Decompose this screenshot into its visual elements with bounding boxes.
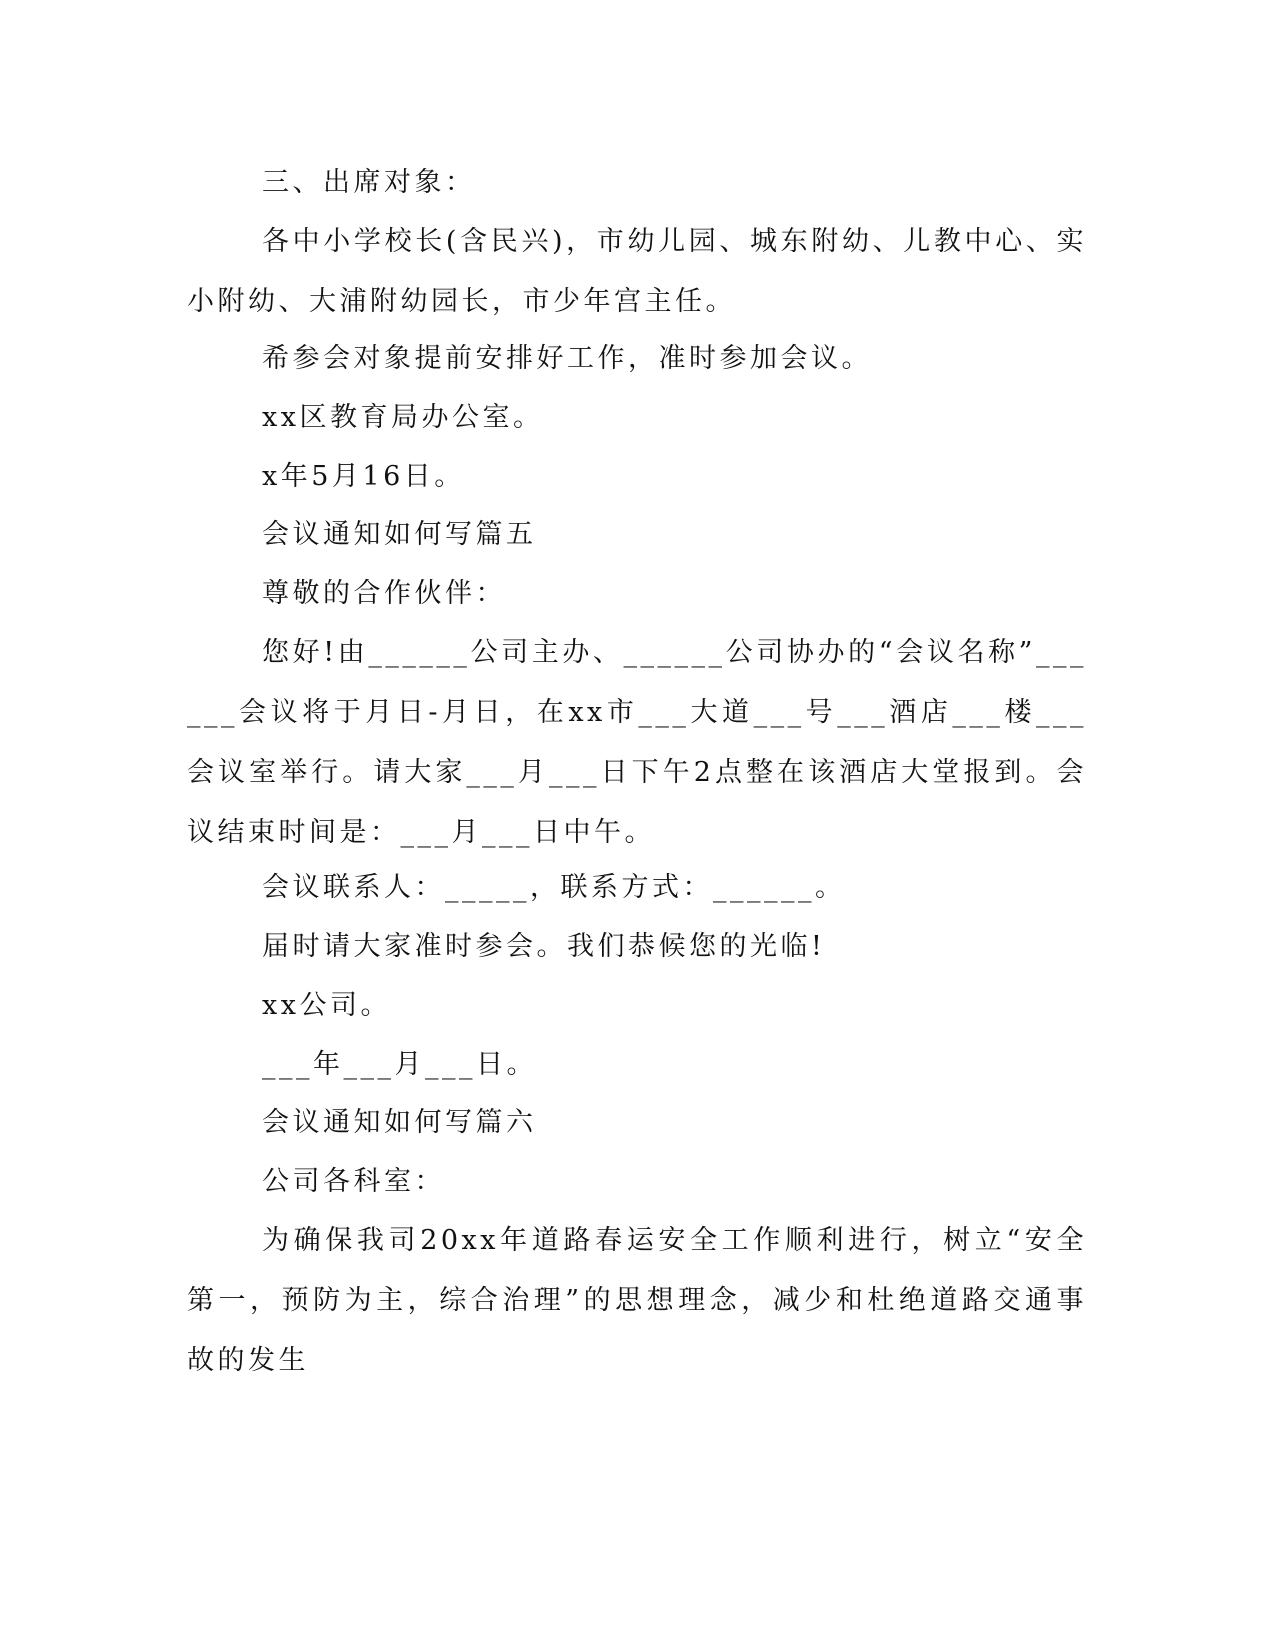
attendees-list: 各中小学校长(含民兴)，市幼儿园、城东附幼、儿教中心、实小附幼、大浦附幼园长，市少年宫主任。 <box>187 226 1087 317</box>
attendees-heading: 三、出席对象： <box>262 167 476 198</box>
arrangement-note: 希参会对象提前安排好工作，准时参加会议。 <box>262 343 872 374</box>
safety-purpose: 为确保我司20xx年道路春运安全工作顺利进行，树立“安全第一，预防为主，综合治理”的思想理念，减少和杜绝道路交通事故的发生 <box>187 1225 1087 1376</box>
contact-info: 会议联系人：_____，联系方式：______。 <box>262 872 846 903</box>
closing-remark: 届时请大家准时参会。我们恭候您的光临! <box>262 931 826 962</box>
signature-date: ___年___月___日。 <box>262 1049 537 1080</box>
section-five-title: 会议通知如何写篇五 <box>262 519 537 550</box>
company-signature: xx公司。 <box>262 990 391 1021</box>
issue-date: x年5月16日。 <box>262 461 465 492</box>
salutation-departments: 公司各科室： <box>262 1166 445 1197</box>
section-six-title: 会议通知如何写篇六 <box>262 1107 537 1138</box>
meeting-details: 您好!由______公司主办、______公司协办的“会议名称”______会议将于月日-月日，在xx市___大道___号___酒店___楼___会议室举行。请大家___月___日下午2点整在该酒店大堂报到。会议结束时间是：___月___日中午。 <box>187 637 1087 848</box>
issuer-office: xx区教育局办公室。 <box>262 402 544 433</box>
salutation-partners: 尊敬的合作伙伴： <box>262 578 506 609</box>
